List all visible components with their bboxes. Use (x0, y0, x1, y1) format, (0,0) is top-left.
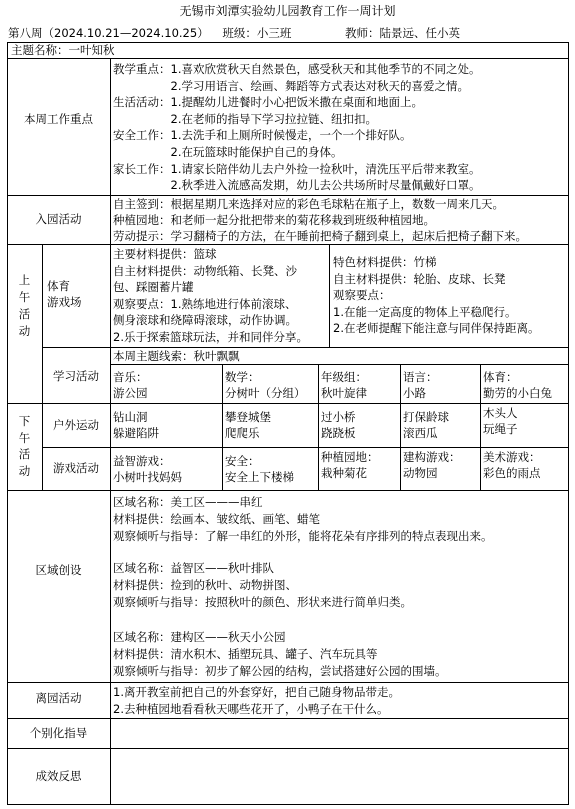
study-math: 数学： 分树叶（分组） (225, 370, 306, 400)
study-language: 语言： 小路 (403, 370, 438, 400)
outdoor-item: 打保龄球 滚西瓜 (403, 410, 449, 440)
pe-basketball-plan: 主要材料提供：篮球 自主材料提供：动物纸箱、长凳、沙 包、踩圈蓄片罐 观察要点：1.熟练地进行体前滚球、 侧身滚球和绕障碍滚球，动作协调。 2.乐于探索篮球玩法，并和同伴分享。 (113, 247, 308, 344)
leaving-content: 1.离开教室前把自己的外套穿好，把自己随身物品带走。 2.去种植园地看看秋天哪些花开了，小鸭子在干什么。 (113, 685, 400, 716)
arrival-line: 种植园地：和老师一起分批把带来的菊花移栽到班级种植园地。 (113, 212, 435, 227)
class-name: 班级：小三班 (222, 26, 292, 40)
reflection-label: 成效反思 (35, 769, 82, 783)
study-grade-group: 年级组： 秋叶旋律 (321, 370, 367, 400)
arrival-content (113, 197, 527, 244)
area-art-block: 区域名称：美工区———串红 材料提供：绘画本、皱纹纸、画笔、蜡笔 观察倾听与指导：了解一串红的外形，能将花朵有序排列的特点表现出来。 (113, 495, 493, 543)
week-range: 第八周（2024.10.21—2024.10.25） (8, 26, 209, 40)
arrival-line: 自主签到：根据星期几来选择对应的彩色毛球粘在瓶子上，数数一周来几天。 (113, 197, 504, 211)
game-item: 安全： 安全上下楼梯 (225, 454, 294, 484)
weekly-focus-label: 本周工作重点 (24, 112, 93, 126)
outdoor-sports-label: 户外运动 (53, 418, 99, 432)
area-puzzle-block: 区域名称：益智区——秋叶排队 材料提供：捡到的秋叶、动物拼图、 观察倾听与指导：按照秋叶的颜色、形状来进行简单归类。 (113, 561, 412, 609)
teacher-names: 教师：陆景远、任小英 (345, 26, 461, 40)
theme-name: 主题名称：一叶知秋 (11, 43, 115, 57)
outdoor-item: 过小桥 跷跷板 (321, 410, 356, 440)
game-item: 建构游戏： 动物园 (403, 450, 461, 480)
outdoor-item: 钻山洞 躲避陷阱 (113, 410, 159, 440)
leaving-label: 离园活动 (35, 691, 82, 705)
focus-line: 安全工作：1.去洗手和上厕所时候慢走，一个一个排好队。 (113, 128, 412, 143)
area-building-block: 区域名称：建构区——秋天小公园 材料提供：清水积木、插塑玩具、罐子、汽车玩具等 观察倾听与指导：初步了解公园的结构，尝试搭建好公园的围墙。 (113, 630, 447, 678)
focus-line: 2.秋季进入流感高发期，幼儿去公共场所时尽量佩戴好口罩。 (113, 178, 481, 193)
arrival-label: 入园活动 (35, 212, 82, 226)
week-header (8, 26, 568, 40)
individual-guidance-label: 个别化指导 (29, 726, 88, 740)
outdoor-item: 攀登城堡 爬爬乐 (225, 410, 271, 440)
focus-line: 生活活动：1.提醒幼儿进餐时小心把饭米撒在桌面和地面上。 (113, 95, 423, 110)
focus-line: 2.学习用语言、绘画、舞蹈等方式表达对秋天的喜爱之情。 (113, 78, 469, 93)
focus-line: 2.在玩篮球时能保护自己的身体。 (113, 144, 343, 159)
document-title: 无锡市刘潭实验幼儿园教育工作一周计划 (179, 4, 396, 18)
morning-activity-label: 上 午 活 动 (18, 273, 31, 338)
study-pe: 体育： 勤劳的小白兔 (483, 370, 552, 400)
arrival-line: 劳动提示：学习翻椅子的方法，在午睡前把椅子翻到桌上，起床后把椅子翻下来。 (113, 228, 527, 243)
focus-line: 2.在老师的指导下学习拉拉链、纽扣扣。 (113, 111, 377, 126)
outdoor-item: 木头人 玩绳子 (483, 406, 518, 436)
area-setup-label: 区域创设 (35, 563, 82, 577)
theme-clue: 本周主题线索：秋叶飘飘 (113, 349, 240, 363)
afternoon-activity-label: 下 午 活 动 (18, 414, 31, 478)
game-item: 种植园地： 栽种菊花 (321, 450, 379, 480)
focus-line: 家长工作：1.请家长陪伴幼儿去户外捡一捡秋叶，清洗压平后带来教室。 (113, 161, 481, 176)
pe-ladder-plan: 特色材料提供：竹梯 自主材料提供：轮胎、皮球、长凳 观察要点： 1.在能一定高度的物体上平稳爬行。 2.在老师提醒下能注意与同伴保持距离。 (333, 255, 540, 335)
game-activity-label: 游戏活动 (53, 461, 99, 475)
weekly-focus-content (113, 61, 480, 194)
pe-label: 体育 游戏场 (47, 279, 82, 309)
study-music: 音乐： 游公园 (113, 370, 148, 400)
study-activity-label: 学习活动 (53, 369, 99, 383)
game-item: 益智游戏： 小树叶找妈妈 (113, 454, 182, 484)
game-item: 美术游戏： 彩色的雨点 (483, 450, 541, 480)
focus-line: 教学重点：1.喜欢欣赏秋天自然景色，感受秋天和其他季节的不同之处。 (113, 62, 481, 76)
